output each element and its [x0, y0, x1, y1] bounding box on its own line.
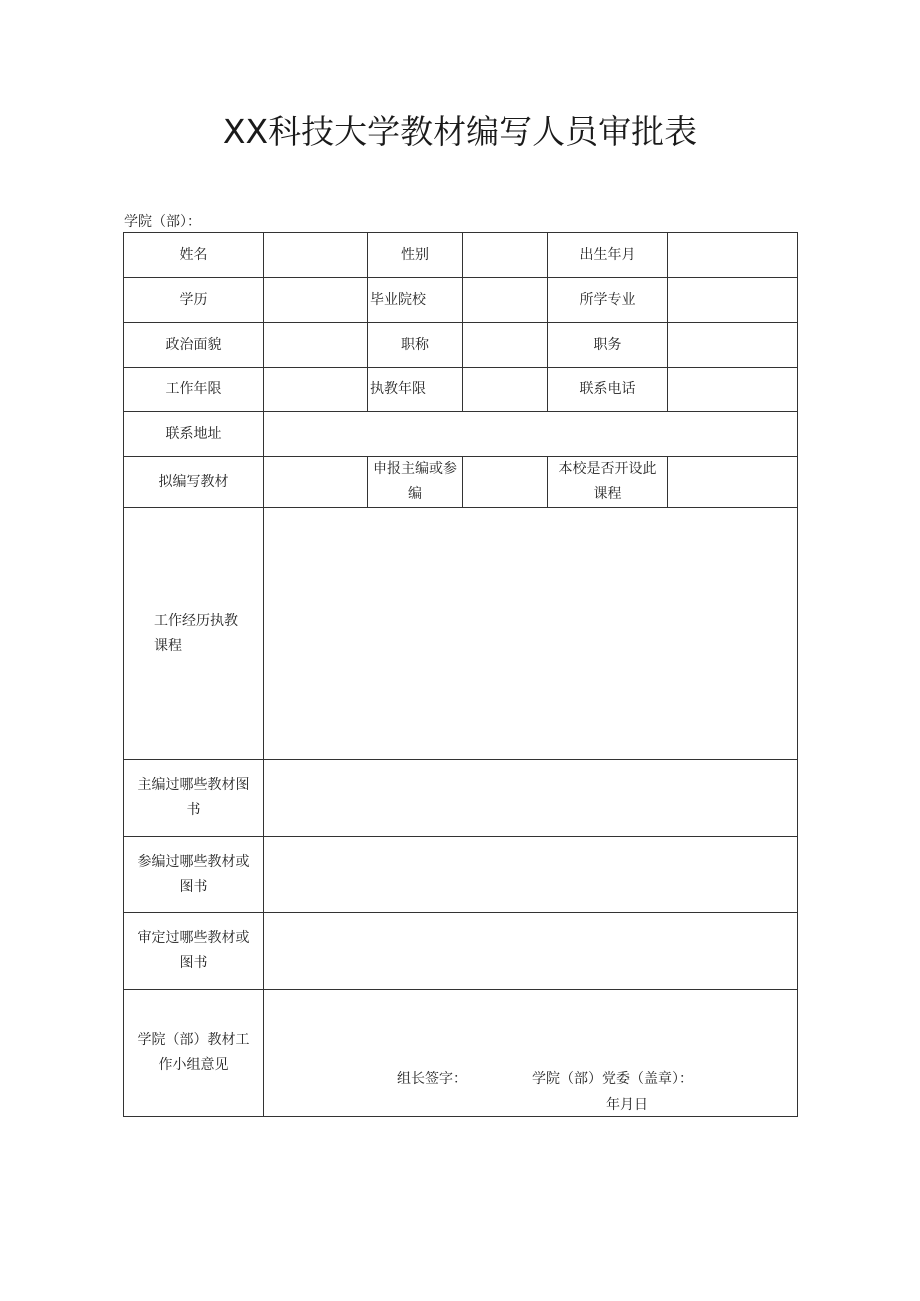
table-row: [124, 412, 798, 457]
teach-years-field[interactable]: [463, 368, 548, 412]
course-label-line1: 本校是否开设此: [558, 461, 657, 477]
table-row: [124, 457, 798, 508]
course-field[interactable]: [668, 457, 798, 508]
table-row: [124, 508, 798, 760]
approval-form-table: [123, 232, 798, 1117]
address-field[interactable]: [264, 412, 798, 457]
political-label: 政治面貌: [124, 323, 264, 368]
college-label: 学院（部）：: [124, 214, 201, 230]
role-label-line1: 申报主编或参: [373, 461, 457, 477]
co-editor-label-line2: 图书: [179, 878, 208, 895]
table-row: [124, 278, 798, 323]
opinion-label-line1: 学院（部）教材工: [137, 1032, 250, 1048]
political-field[interactable]: [264, 323, 368, 368]
school-field[interactable]: [463, 278, 548, 323]
opinion-label: [124, 990, 264, 1117]
course-label: [548, 457, 668, 508]
course-label-line2: 课程: [593, 486, 622, 502]
reviewed-label-line1: 审定过哪些教材或: [137, 930, 250, 946]
work-years-label: 工作年限: [124, 368, 264, 412]
experience-label-line2: 课程: [154, 637, 182, 654]
chief-editor-field[interactable]: [264, 760, 798, 837]
co-editor-label-line1: 参编过哪些教材或: [137, 853, 250, 870]
opinion-label-line2: 作小组意见: [158, 1057, 229, 1073]
name-field[interactable]: [264, 233, 368, 278]
phone-label: 联系电话: [548, 368, 668, 412]
experience-label: [124, 508, 264, 760]
table-row: [124, 233, 798, 278]
gender-field[interactable]: [463, 233, 548, 278]
textbook-label: 拟编写教材: [124, 457, 264, 508]
address-label: 联系地址: [124, 412, 264, 457]
birth-field[interactable]: [668, 233, 798, 278]
position-field[interactable]: [668, 323, 798, 368]
chief-editor-label-line1: 主编过哪些教材图: [137, 777, 250, 793]
table-row: [124, 760, 798, 837]
teach-years-label: 执教年限: [368, 368, 463, 412]
co-editor-field[interactable]: [264, 837, 798, 913]
reviewed-field[interactable]: [264, 913, 798, 990]
role-field[interactable]: [463, 457, 548, 508]
reviewed-label-line2: 图书: [179, 955, 208, 971]
table-row: [124, 323, 798, 368]
name-label: 姓名: [124, 233, 264, 278]
phone-field[interactable]: [668, 368, 798, 412]
school-label: 毕业院校: [368, 278, 463, 323]
title-rank-field[interactable]: [463, 323, 548, 368]
chief-editor-label: [124, 760, 264, 837]
textbook-field[interactable]: [264, 457, 368, 508]
major-field[interactable]: [668, 278, 798, 323]
role-label-line2: 编: [408, 486, 422, 502]
role-label: [368, 457, 463, 508]
work-years-field[interactable]: [264, 368, 368, 412]
title-rank-label: 职称: [368, 323, 463, 368]
birth-label: 出生年月: [548, 233, 668, 278]
major-label: 所学专业: [548, 278, 668, 323]
reviewed-label: [124, 913, 264, 990]
chief-editor-label-line2: 书: [186, 802, 201, 818]
leader-signature-label: 组长签字：: [397, 1071, 467, 1087]
experience-field[interactable]: [264, 508, 798, 760]
gender-label: 性别: [368, 233, 463, 278]
education-label: 学历: [124, 278, 264, 323]
opinion-field[interactable]: [264, 990, 798, 1117]
table-row: [124, 368, 798, 412]
position-label: 职务: [548, 323, 668, 368]
experience-label-line1: 工作经历执教: [154, 612, 238, 629]
page-title: XX科技大学教材编写人员审批表: [222, 112, 698, 151]
co-editor-label: [124, 837, 264, 913]
education-field[interactable]: [264, 278, 368, 323]
date-label: 年月日: [606, 1097, 648, 1113]
committee-stamp-label: 学院（部）党委（盖章）：: [532, 1071, 693, 1087]
table-row: [124, 990, 798, 1117]
table-row: [124, 837, 798, 913]
table-row: [124, 913, 798, 990]
